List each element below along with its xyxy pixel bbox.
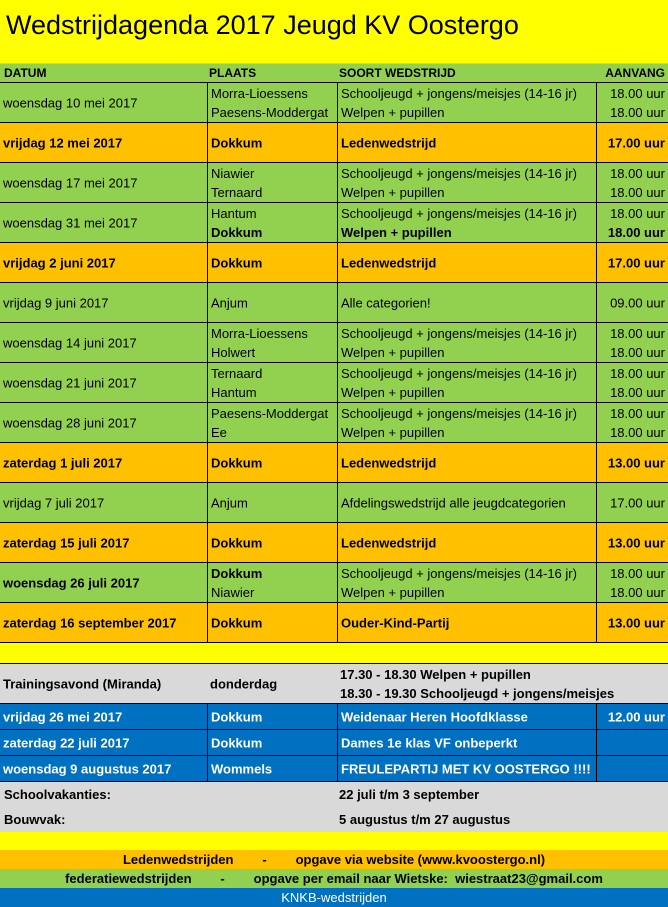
time-cell: 18.00 uur xyxy=(610,406,665,421)
knkb-type: Weidenaar Heren Hoofdklasse xyxy=(341,709,528,724)
place-cell: Anjum xyxy=(211,295,248,310)
place-cell: Niawier xyxy=(211,585,255,600)
place-cell: Ternaard xyxy=(211,185,263,200)
place-cell: Dokkum xyxy=(211,225,263,240)
time-cell: 18.00 uur xyxy=(610,86,665,101)
type-cell: Ledenwedstrijd xyxy=(341,455,437,470)
training-row xyxy=(0,664,668,704)
type-cell: Ledenwedstrijd xyxy=(341,135,437,150)
type-cell: Schooljeugd + jongens/meisjes (14-16 jr) xyxy=(341,206,577,221)
table-row xyxy=(0,283,668,323)
vacation-value-1: 22 juli t/m 3 september xyxy=(339,787,480,802)
place-cell: Dokkum xyxy=(211,615,263,630)
type-cell: Ouder-Kind-Partij xyxy=(341,615,450,630)
vacation-value-2: 5 augustus t/m 27 augustus xyxy=(339,812,511,827)
type-cell: Schooljeugd + jongens/meisjes (14-16 jr) xyxy=(341,86,577,101)
table-row xyxy=(0,123,668,163)
time-cell: 17.00 uur xyxy=(607,255,665,270)
date-cell: vrijdag 7 juli 2017 xyxy=(3,495,105,510)
type-cell: Schooljeugd + jongens/meisjes (14-16 jr) xyxy=(341,406,577,421)
knkb-row xyxy=(0,730,668,756)
place-cell: Anjum xyxy=(211,495,248,510)
time-cell: 17.00 uur xyxy=(607,135,665,150)
type-cell: Afdelingswedstrijd alle jeugdcategorien xyxy=(341,495,566,510)
spacer-row-2 xyxy=(0,832,668,850)
date-cell: woensdag 14 juni 2017 xyxy=(3,335,137,350)
knkb-type: Dames 1e klas VF onbeperkt xyxy=(341,735,518,750)
table-row xyxy=(0,443,668,483)
table-header xyxy=(0,64,668,83)
spacer-row xyxy=(0,643,668,664)
time-cell: 18.00 uur xyxy=(610,166,665,181)
place-cell: Dokkum xyxy=(211,535,263,550)
time-cell: 13.00 uur xyxy=(607,615,665,630)
training-label: Trainingsavond (Miranda) xyxy=(3,676,162,691)
date-cell: woensdag 17 mei 2017 xyxy=(3,175,138,190)
type-cell: Welpen + pupillen xyxy=(341,585,445,600)
date-cell: woensdag 31 mei 2017 xyxy=(3,215,138,230)
legend-federatie: federatiewedstrijden - opgave per email naar Wietske: wiestraat23@gmail.com xyxy=(0,869,668,888)
time-cell: 17.00 uur xyxy=(610,495,665,510)
date-cell: zaterdag 16 september 2017 xyxy=(3,615,177,630)
knkb-place: Wommels xyxy=(211,761,273,776)
type-cell: Alle categorien! xyxy=(341,295,431,310)
date-cell: vrijdag 12 mei 2017 xyxy=(3,135,123,150)
place-cell: Ternaard xyxy=(211,366,263,381)
time-cell: 18.00 uur xyxy=(610,326,665,341)
legend-leden: Ledenwedstrijden - opgave via website (www.kvoostergo.nl) xyxy=(0,850,668,869)
table-row xyxy=(0,83,668,123)
time-cell: 18.00 uur xyxy=(610,185,665,200)
type-cell: Schooljeugd + jongens/meisjes (14-16 jr) xyxy=(341,166,577,181)
vacation-block xyxy=(0,782,668,832)
time-cell: 18.00 uur xyxy=(610,385,665,400)
knkb-row xyxy=(0,704,668,730)
table-row xyxy=(0,363,668,403)
table-row xyxy=(0,163,668,203)
type-cell: Schooljeugd + jongens/meisjes (14-16 jr) xyxy=(341,566,577,581)
table-row xyxy=(0,483,668,523)
knkb-type: FREULEPARTIJ MET KV OOSTERGO !!!! xyxy=(341,761,591,776)
date-cell: woensdag 10 mei 2017 xyxy=(3,95,138,110)
place-cell: Morra-Lioessens xyxy=(211,86,308,101)
header-soort: SOORT WEDSTRIJD xyxy=(339,66,456,80)
type-cell: Ledenwedstrijd xyxy=(341,535,437,550)
training-line-2: 18.30 - 19.30 Schooljeugd + jongens/meisjes xyxy=(340,686,615,701)
place-cell: Niawier xyxy=(211,166,255,181)
knkb-row xyxy=(0,756,668,782)
date-cell: woensdag 21 juni 2017 xyxy=(3,375,137,390)
time-cell: 18.00 uur xyxy=(610,585,665,600)
time-cell: 18.00 uur xyxy=(610,566,665,581)
type-cell: Welpen + pupillen xyxy=(341,185,445,200)
place-cell: Morra-Lioessens xyxy=(211,326,308,341)
table-row xyxy=(0,563,668,603)
place-cell: Holwert xyxy=(211,345,256,360)
place-cell: Dokkum xyxy=(211,566,263,581)
date-cell: woensdag 26 juli 2017 xyxy=(3,575,140,590)
type-cell: Welpen + pupillen xyxy=(341,385,445,400)
type-cell: Schooljeugd + jongens/meisjes (14-16 jr) xyxy=(341,366,577,381)
table-row xyxy=(0,403,668,443)
knkb-table xyxy=(0,704,668,782)
training-day: donderdag xyxy=(210,676,278,691)
time-cell: 13.00 uur xyxy=(607,535,665,550)
place-cell: Ee xyxy=(211,425,227,440)
time-cell: 18.00 uur xyxy=(610,105,665,120)
table-row xyxy=(0,203,668,243)
time-cell: 18.00 uur xyxy=(607,225,665,240)
type-cell: Welpen + pupillen xyxy=(341,345,445,360)
table-row xyxy=(0,323,668,363)
type-cell: Ledenwedstrijd xyxy=(341,255,437,270)
place-cell: Hantum xyxy=(211,206,257,221)
place-cell: Paesens-Moddergat xyxy=(211,406,329,421)
place-cell: Dokkum xyxy=(211,455,263,470)
table-row xyxy=(0,603,668,643)
knkb-place: Dokkum xyxy=(211,735,263,750)
time-cell: 13.00 uur xyxy=(607,455,665,470)
time-cell: 18.00 uur xyxy=(610,366,665,381)
time-cell: 18.00 uur xyxy=(610,425,665,440)
vacation-label-1: Schoolvakanties: xyxy=(4,787,111,802)
vacation-label-2: Bouwvak: xyxy=(4,812,66,827)
knkb-place: Dokkum xyxy=(211,709,263,724)
place-cell: Hantum xyxy=(211,385,257,400)
header-plaats: PLAATS xyxy=(209,66,257,80)
schedule-table xyxy=(0,83,668,643)
header-aanvang: AANVANG xyxy=(605,66,665,80)
type-cell: Schooljeugd + jongens/meisjes (14-16 jr) xyxy=(341,326,577,341)
table-row xyxy=(0,523,668,563)
time-cell: 09.00 uur xyxy=(610,295,665,310)
time-cell: 18.00 uur xyxy=(610,345,665,360)
knkb-time: 12.00 uur xyxy=(607,709,665,724)
type-cell: Welpen + pupillen xyxy=(341,225,452,240)
header-datum: DATUM xyxy=(4,66,47,80)
legend-knkb: KNKB-wedstrijden xyxy=(0,888,668,907)
date-cell: vrijdag 9 juni 2017 xyxy=(3,295,109,310)
date-cell: zaterdag 1 juli 2017 xyxy=(3,455,123,470)
date-cell: vrijdag 2 juni 2017 xyxy=(3,255,116,270)
knkb-date: woensdag 9 augustus 2017 xyxy=(3,761,172,776)
type-cell: Welpen + pupillen xyxy=(341,425,445,440)
place-cell: Dokkum xyxy=(211,255,263,270)
place-cell: Dokkum xyxy=(211,135,263,150)
page-title: Wedstrijdagenda 2017 Jeugd KV Oostergo xyxy=(0,0,668,64)
type-cell: Welpen + pupillen xyxy=(341,105,445,120)
training-line-1: 17.30 - 18.30 Welpen + pupillen xyxy=(340,667,531,682)
knkb-date: zaterdag 22 juli 2017 xyxy=(3,735,130,750)
place-cell: Paesens-Moddergat xyxy=(211,105,329,120)
knkb-date: vrijdag 26 mei 2017 xyxy=(3,709,123,724)
date-cell: woensdag 28 juni 2017 xyxy=(3,415,137,430)
date-cell: zaterdag 15 juli 2017 xyxy=(3,535,130,550)
table-row xyxy=(0,243,668,283)
time-cell: 18.00 uur xyxy=(610,206,665,221)
